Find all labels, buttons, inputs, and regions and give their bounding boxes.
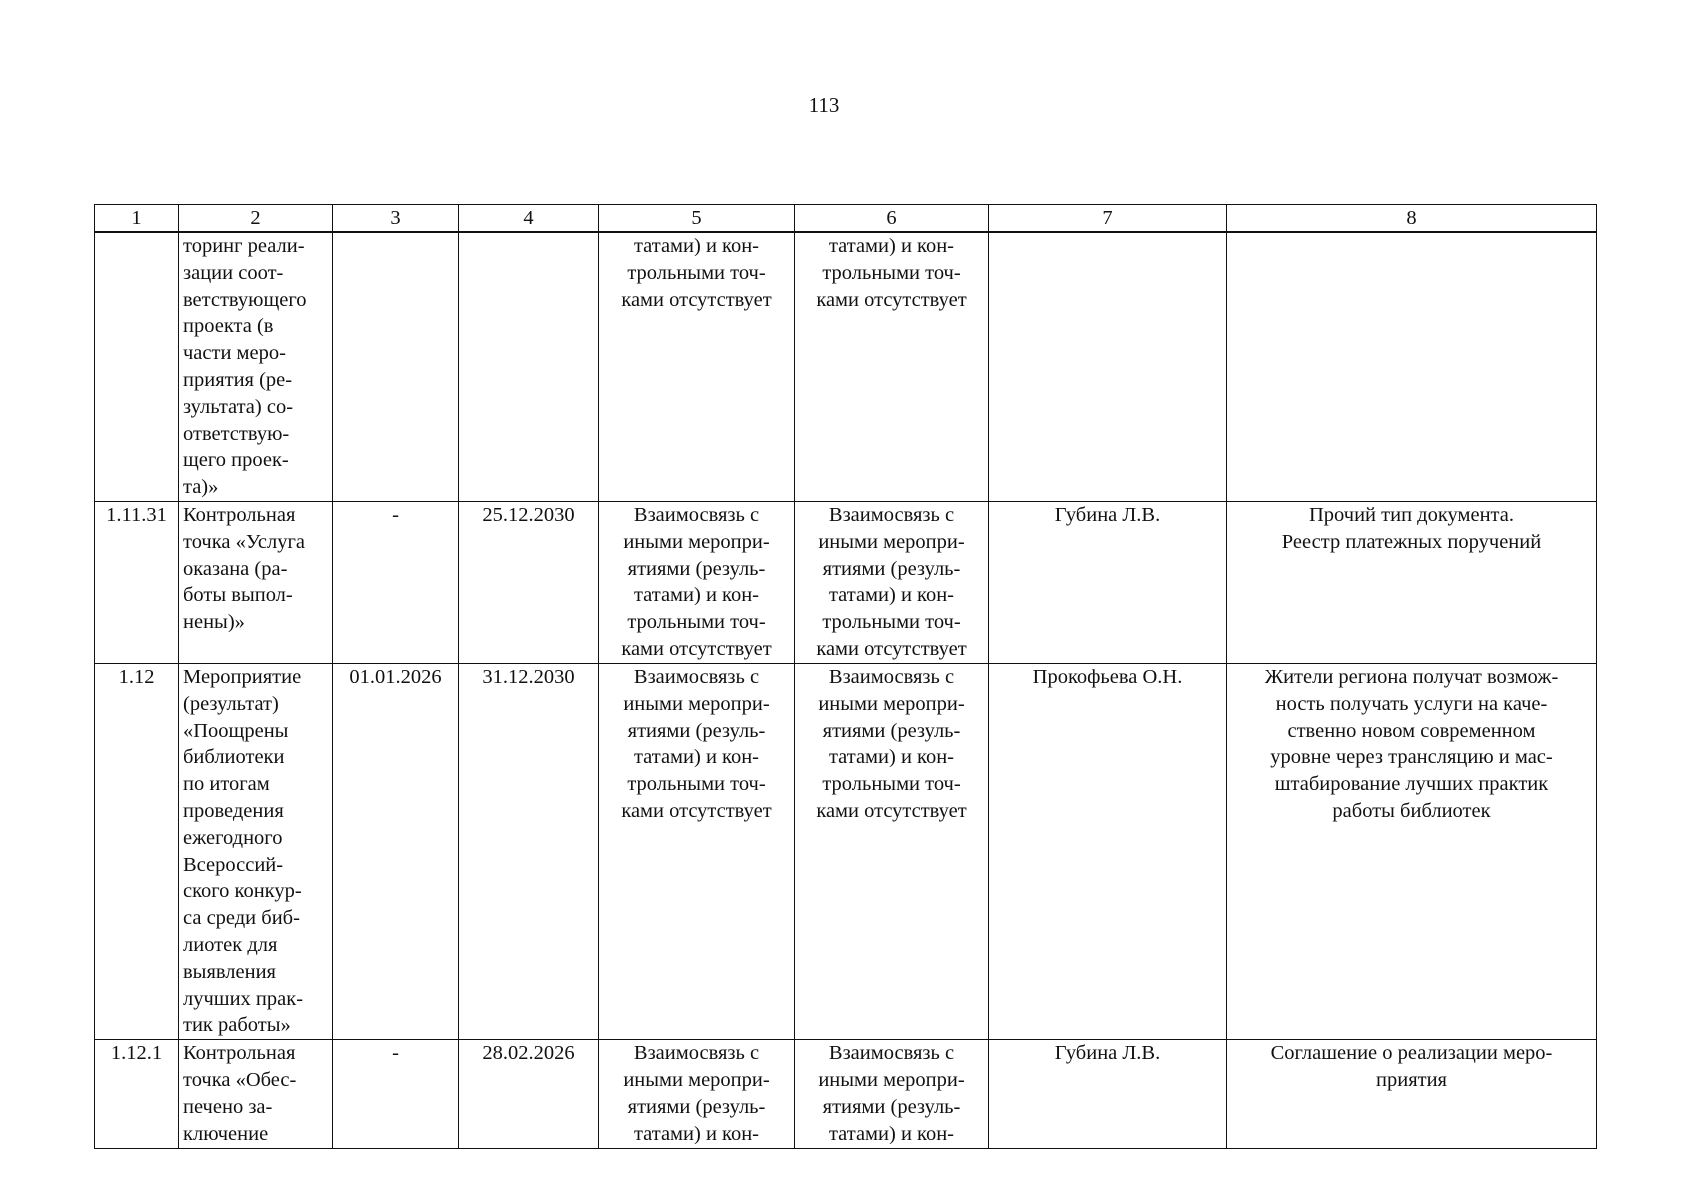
predecessor-cell: Взаимосвязь с иными меропри- ятиями (резуль- татами) и кон- трольными точ- ками отсутствует	[599, 502, 795, 664]
plan-table	[94, 204, 1597, 1149]
row-number-cell	[95, 232, 179, 502]
document-cell: Прочий тип документа. Реестр платежных поручений	[1227, 502, 1597, 664]
start-date-cell: -	[333, 502, 459, 664]
page-number: 113	[808, 93, 840, 117]
end-date-cell	[459, 232, 599, 502]
start-date-cell: -	[333, 1040, 459, 1149]
end-date-cell: 31.12.2030	[459, 664, 599, 1040]
responsible-cell: Прокофьева О.Н.	[989, 664, 1227, 1040]
successor-cell: Взаимосвязь с иными меропри- ятиями (резуль- татами) и кон- трольными точ- ками отсутствует	[795, 664, 989, 1040]
column-header-8: 8	[1227, 205, 1597, 233]
document-cell: Жители региона получат возмож- ность получать услуги на каче- ственно новом современном уровне через трансляцию и мас- штабирование лучших практик работы библиотек	[1227, 664, 1597, 1040]
column-header-5: 5	[599, 205, 795, 233]
predecessor-cell: татами) и кон- трольными точ- ками отсутствует	[599, 232, 795, 502]
table-header-row	[95, 205, 1597, 233]
responsible-cell: Губина Л.В.	[989, 502, 1227, 664]
table-row	[95, 1040, 1597, 1149]
table-row	[95, 502, 1597, 664]
row-number-cell: 1.12.1	[95, 1040, 179, 1149]
column-header-6: 6	[795, 205, 989, 233]
successor-cell: Взаимосвязь с иными меропри- ятиями (резуль- татами) и кон- трольными точ- ками отсутствует	[795, 502, 989, 664]
column-header-1: 1	[95, 205, 179, 233]
successor-cell: татами) и кон- трольными точ- ками отсутствует	[795, 232, 989, 502]
successor-cell: Взаимосвязь с иными меропри- ятиями (резуль- татами) и кон-	[795, 1040, 989, 1149]
start-date-cell: 01.01.2026	[333, 664, 459, 1040]
table-row	[95, 664, 1597, 1040]
end-date-cell: 25.12.2030	[459, 502, 599, 664]
column-header-2: 2	[179, 205, 333, 233]
predecessor-cell: Взаимосвязь с иными меропри- ятиями (резуль- татами) и кон-	[599, 1040, 795, 1149]
start-date-cell	[333, 232, 459, 502]
document-cell: Соглашение о реализации меро- приятия	[1227, 1040, 1597, 1149]
row-number-cell: 1.11.31	[95, 502, 179, 664]
row-number-cell: 1.12	[95, 664, 179, 1040]
column-header-7: 7	[989, 205, 1227, 233]
predecessor-cell: Взаимосвязь с иными меропри- ятиями (резуль- татами) и кон- трольными точ- ками отсутствует	[599, 664, 795, 1040]
item-name-cell: Контрольная точка «Обес- печено за- ключение	[179, 1040, 333, 1149]
item-name-cell: торинг реали- зации соот- ветствующего проекта (в части меро- приятия (ре- зультата) со- ответствую- щего проек- та)»	[179, 232, 333, 502]
column-header-4: 4	[459, 205, 599, 233]
responsible-cell: Губина Л.В.	[989, 1040, 1227, 1149]
item-name-cell: Мероприятие (результат) «Поощрены библиотеки по итогам проведения ежегодного Всероссий- ского конкур- са среди биб- лиотек для выявления лучших прак- тик работы»	[179, 664, 333, 1040]
responsible-cell	[989, 232, 1227, 502]
item-name-cell: Контрольная точка «Услуга оказана (ра- боты выпол- нены)»	[179, 502, 333, 664]
column-header-3: 3	[333, 205, 459, 233]
table-row	[95, 232, 1597, 502]
end-date-cell: 28.02.2026	[459, 1040, 599, 1149]
document-cell	[1227, 232, 1597, 502]
